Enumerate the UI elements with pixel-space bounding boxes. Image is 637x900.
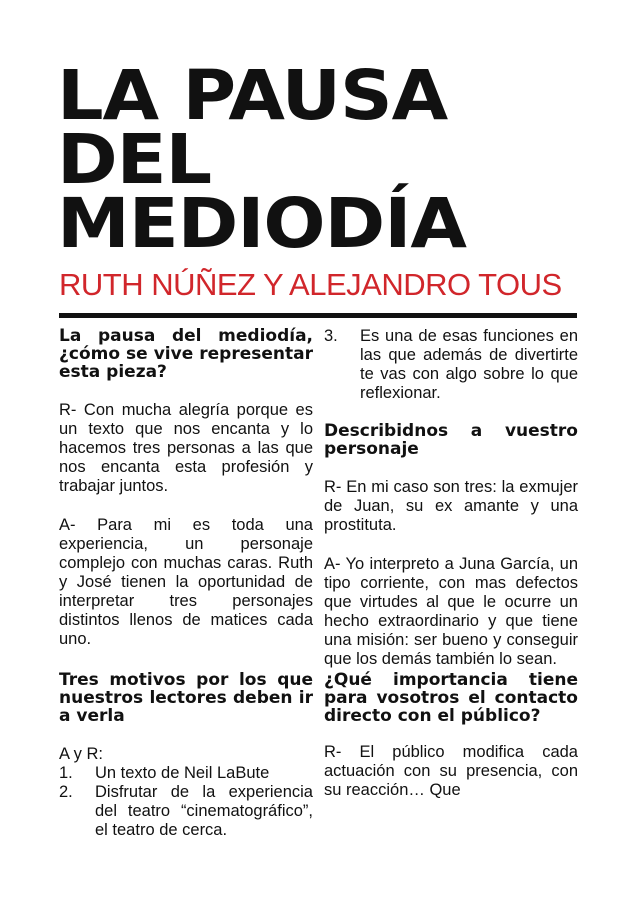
- article-authors: RUTH NÚÑEZ Y ALEJANDRO TOUS: [59, 267, 562, 302]
- answer-intro: A y R:: [59, 745, 104, 763]
- answer-ruth-2: R- En mi caso son tres: la exmujer de Juan, su ex amante y una prostituta.: [324, 478, 578, 534]
- answer-alejandro-1: A- Para mi es toda una experiencia, un personaje complejo con muchas caras. Ruth y José tienen la oportunidad de interpretar tres personajes distintos llenos de matices cada uno.: [59, 516, 313, 648]
- list-number: 2.: [59, 783, 73, 801]
- list-item: [59, 764, 313, 783]
- answer-alejandro-2: A- Yo interpreto a Juna García, un tipo corriente, con mas defectos que virtudes al que le ocurre un hecho extraordinario y que tiene una misión: ser bueno y conseguir que los demás también lo sean.: [324, 555, 578, 668]
- answer-ruth-1: R- Con mucha alegría porque es un texto que nos encanta y lo hacemos tres personas a las que nos encanta esta profesión y trabajar juntos.: [59, 401, 313, 495]
- title-divider: [59, 313, 577, 318]
- title-line-3: MEDIODÍA: [57, 184, 466, 264]
- answer-ruth-3: R- El público modifica cada actuación con su presencia, con su reacción… Que: [324, 743, 578, 799]
- question-4: ¿Qué importancia tiene para vosotros el contacto directo con el público?: [324, 670, 578, 726]
- list-number: 3.: [324, 327, 338, 345]
- list-text: Disfrutar de la experiencia del teatro “cinematográfico”, el teatro de cerca.: [95, 783, 313, 839]
- title-line-1: LA PAUSA: [57, 56, 448, 136]
- title-line-2: DEL: [57, 120, 212, 200]
- list-item: [324, 327, 578, 403]
- list-text: Un texto de Neil LaBute: [95, 764, 270, 782]
- list-text: Es una de esas funciones en las que además de divertirte te vas con algo sobre lo que reflexionar.: [360, 327, 578, 402]
- list-item: [59, 783, 313, 840]
- left-column: [59, 327, 313, 840]
- list-number: 1.: [59, 764, 73, 782]
- question-2: Tres motivos por los que nuestros lectores deben ir a verla: [59, 670, 313, 726]
- right-column: [324, 327, 578, 800]
- article-title: [57, 56, 637, 264]
- question-1: La pausa del mediodía, ¿cómo se vive representar esta pieza?: [59, 326, 313, 382]
- question-3: Describidnos a vuestro personaje: [324, 421, 578, 459]
